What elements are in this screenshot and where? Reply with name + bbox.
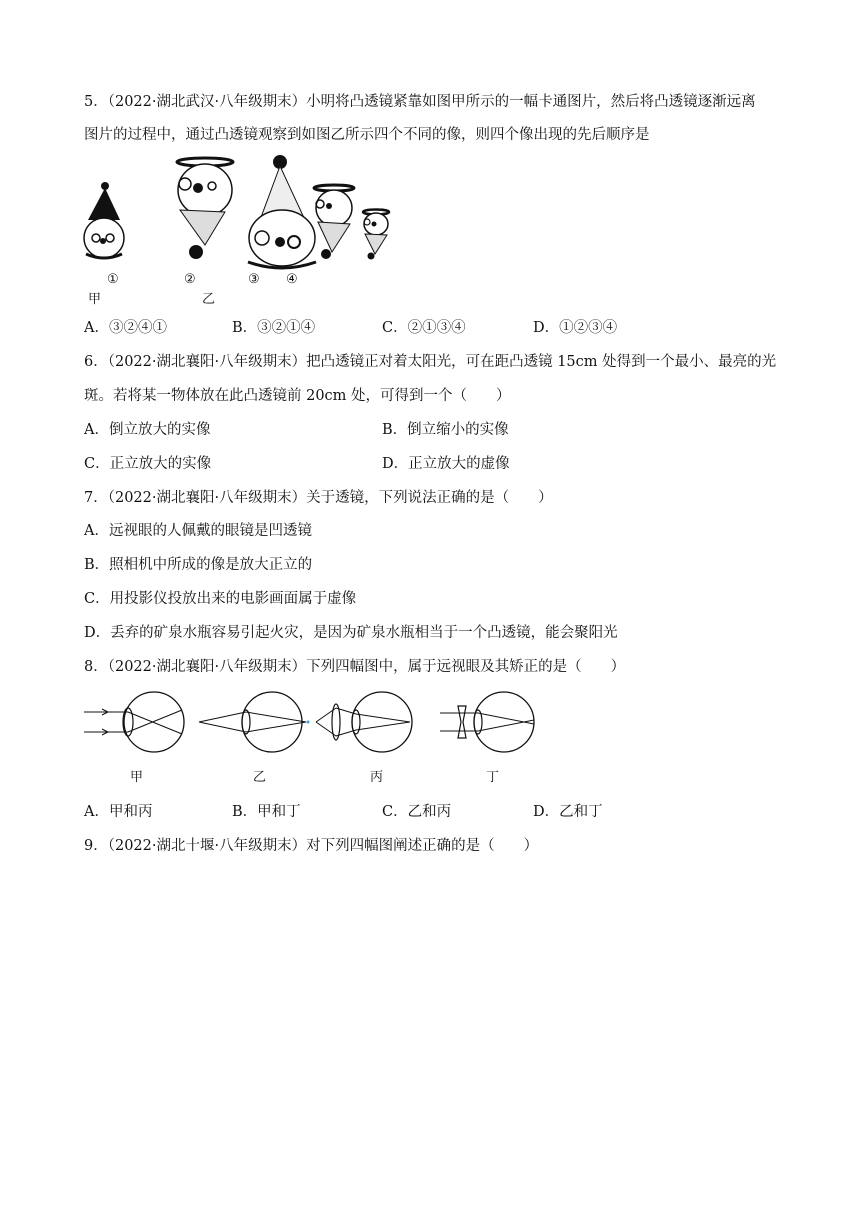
eye-diagram-ding bbox=[440, 692, 534, 752]
q8-label-ding: 丁 bbox=[486, 770, 500, 785]
cartoon-4 bbox=[363, 210, 389, 260]
cartoon-jia bbox=[84, 182, 124, 258]
q6-option-d[interactable]: D．正立放大的虚像 bbox=[382, 456, 510, 472]
q7-option-b[interactable]: B．照相机中所成的像是放大正立的 bbox=[84, 557, 313, 573]
q5-option-d[interactable]: D．①②③④ bbox=[533, 320, 618, 336]
q5-option-b[interactable]: B．③②①④ bbox=[232, 320, 316, 336]
q6-option-c[interactable]: C．正立放大的实像 bbox=[84, 456, 212, 472]
q7-option-a[interactable]: A．远视眼的人佩戴的眼镜是凹透镜 bbox=[84, 523, 312, 539]
q8-label-bing: 丙 bbox=[370, 770, 384, 785]
q8-option-b[interactable]: B．甲和丁 bbox=[232, 804, 301, 820]
q5-label-3: ③ bbox=[248, 272, 260, 287]
q5-label-2: ② bbox=[184, 272, 196, 287]
q5-option-c[interactable]: C．②①③④ bbox=[382, 320, 466, 336]
q5-label-jia: 甲 bbox=[88, 292, 102, 307]
eye-diagram-yi bbox=[199, 692, 310, 752]
q8-label-jia: 甲 bbox=[130, 770, 144, 785]
q7-option-d[interactable]: D．丢弃的矿泉水瓶容易引起火灾，是因为矿泉水瓶相当于一个凸透镜，能会聚阳光 bbox=[84, 625, 618, 641]
eye-diagram-bing bbox=[316, 692, 412, 752]
cartoon-2 bbox=[248, 155, 316, 268]
q7-stem: 7．（2022·湖北襄阳·八年级期末）关于透镜，下列说法正确的是（ ） bbox=[84, 490, 553, 506]
q6-stem-line2: 斑。若将某一物体放在此凸透镜前 20cm 处，可得到一个（ ） bbox=[84, 388, 511, 404]
q6-option-a[interactable]: A．倒立放大的实像 bbox=[84, 422, 211, 438]
q6-option-b[interactable]: B．倒立缩小的实像 bbox=[382, 422, 509, 438]
q8-label-yi: 乙 bbox=[253, 770, 267, 785]
q8-option-a[interactable]: A．甲和丙 bbox=[84, 804, 153, 820]
q8-option-c[interactable]: C．乙和丙 bbox=[382, 804, 452, 820]
eye-diagram-jia bbox=[84, 692, 184, 752]
q5-label-1: ① bbox=[107, 272, 119, 287]
q5-cartoon-figure bbox=[80, 150, 400, 305]
q5-stem-line1: 5．（2022·湖北武汉·八年级期末）小明将凸透镜紧靠如图甲所示的一幅卡通图片，然后将凸透镜逐渐远离 bbox=[84, 94, 756, 110]
q8-eye-figure bbox=[84, 686, 544, 758]
cartoon-1 bbox=[177, 158, 233, 259]
q8-option-d[interactable]: D．乙和丁 bbox=[533, 804, 603, 820]
q5-stem-line2: 图片的过程中，通过凸透镜观察到如图乙所示四个不同的像，则四个像出现的先后顺序是 bbox=[84, 127, 650, 143]
q5-label-4: ④ bbox=[286, 272, 298, 287]
q9-stem: 9．（2022·湖北十堰·八年级期末）对下列四幅图阐述正确的是（ ） bbox=[84, 838, 539, 854]
cartoon-3 bbox=[314, 185, 354, 259]
q5-option-a[interactable]: A．③②④① bbox=[84, 320, 167, 336]
q5-label-yi: 乙 bbox=[202, 292, 216, 307]
q7-option-c[interactable]: C．用投影仪投放出来的电影画面属于虚像 bbox=[84, 591, 357, 607]
q8-stem: 8．（2022·湖北襄阳·八年级期末）下列四幅图中，属于远视眼及其矫正的是（ ） bbox=[84, 659, 626, 675]
q6-stem-line1: 6．（2022·湖北襄阳·八年级期末）把凸透镜正对着太阳光，可在距凸透镜 15cm 处得到一个最小、最亮的光 bbox=[84, 354, 777, 370]
